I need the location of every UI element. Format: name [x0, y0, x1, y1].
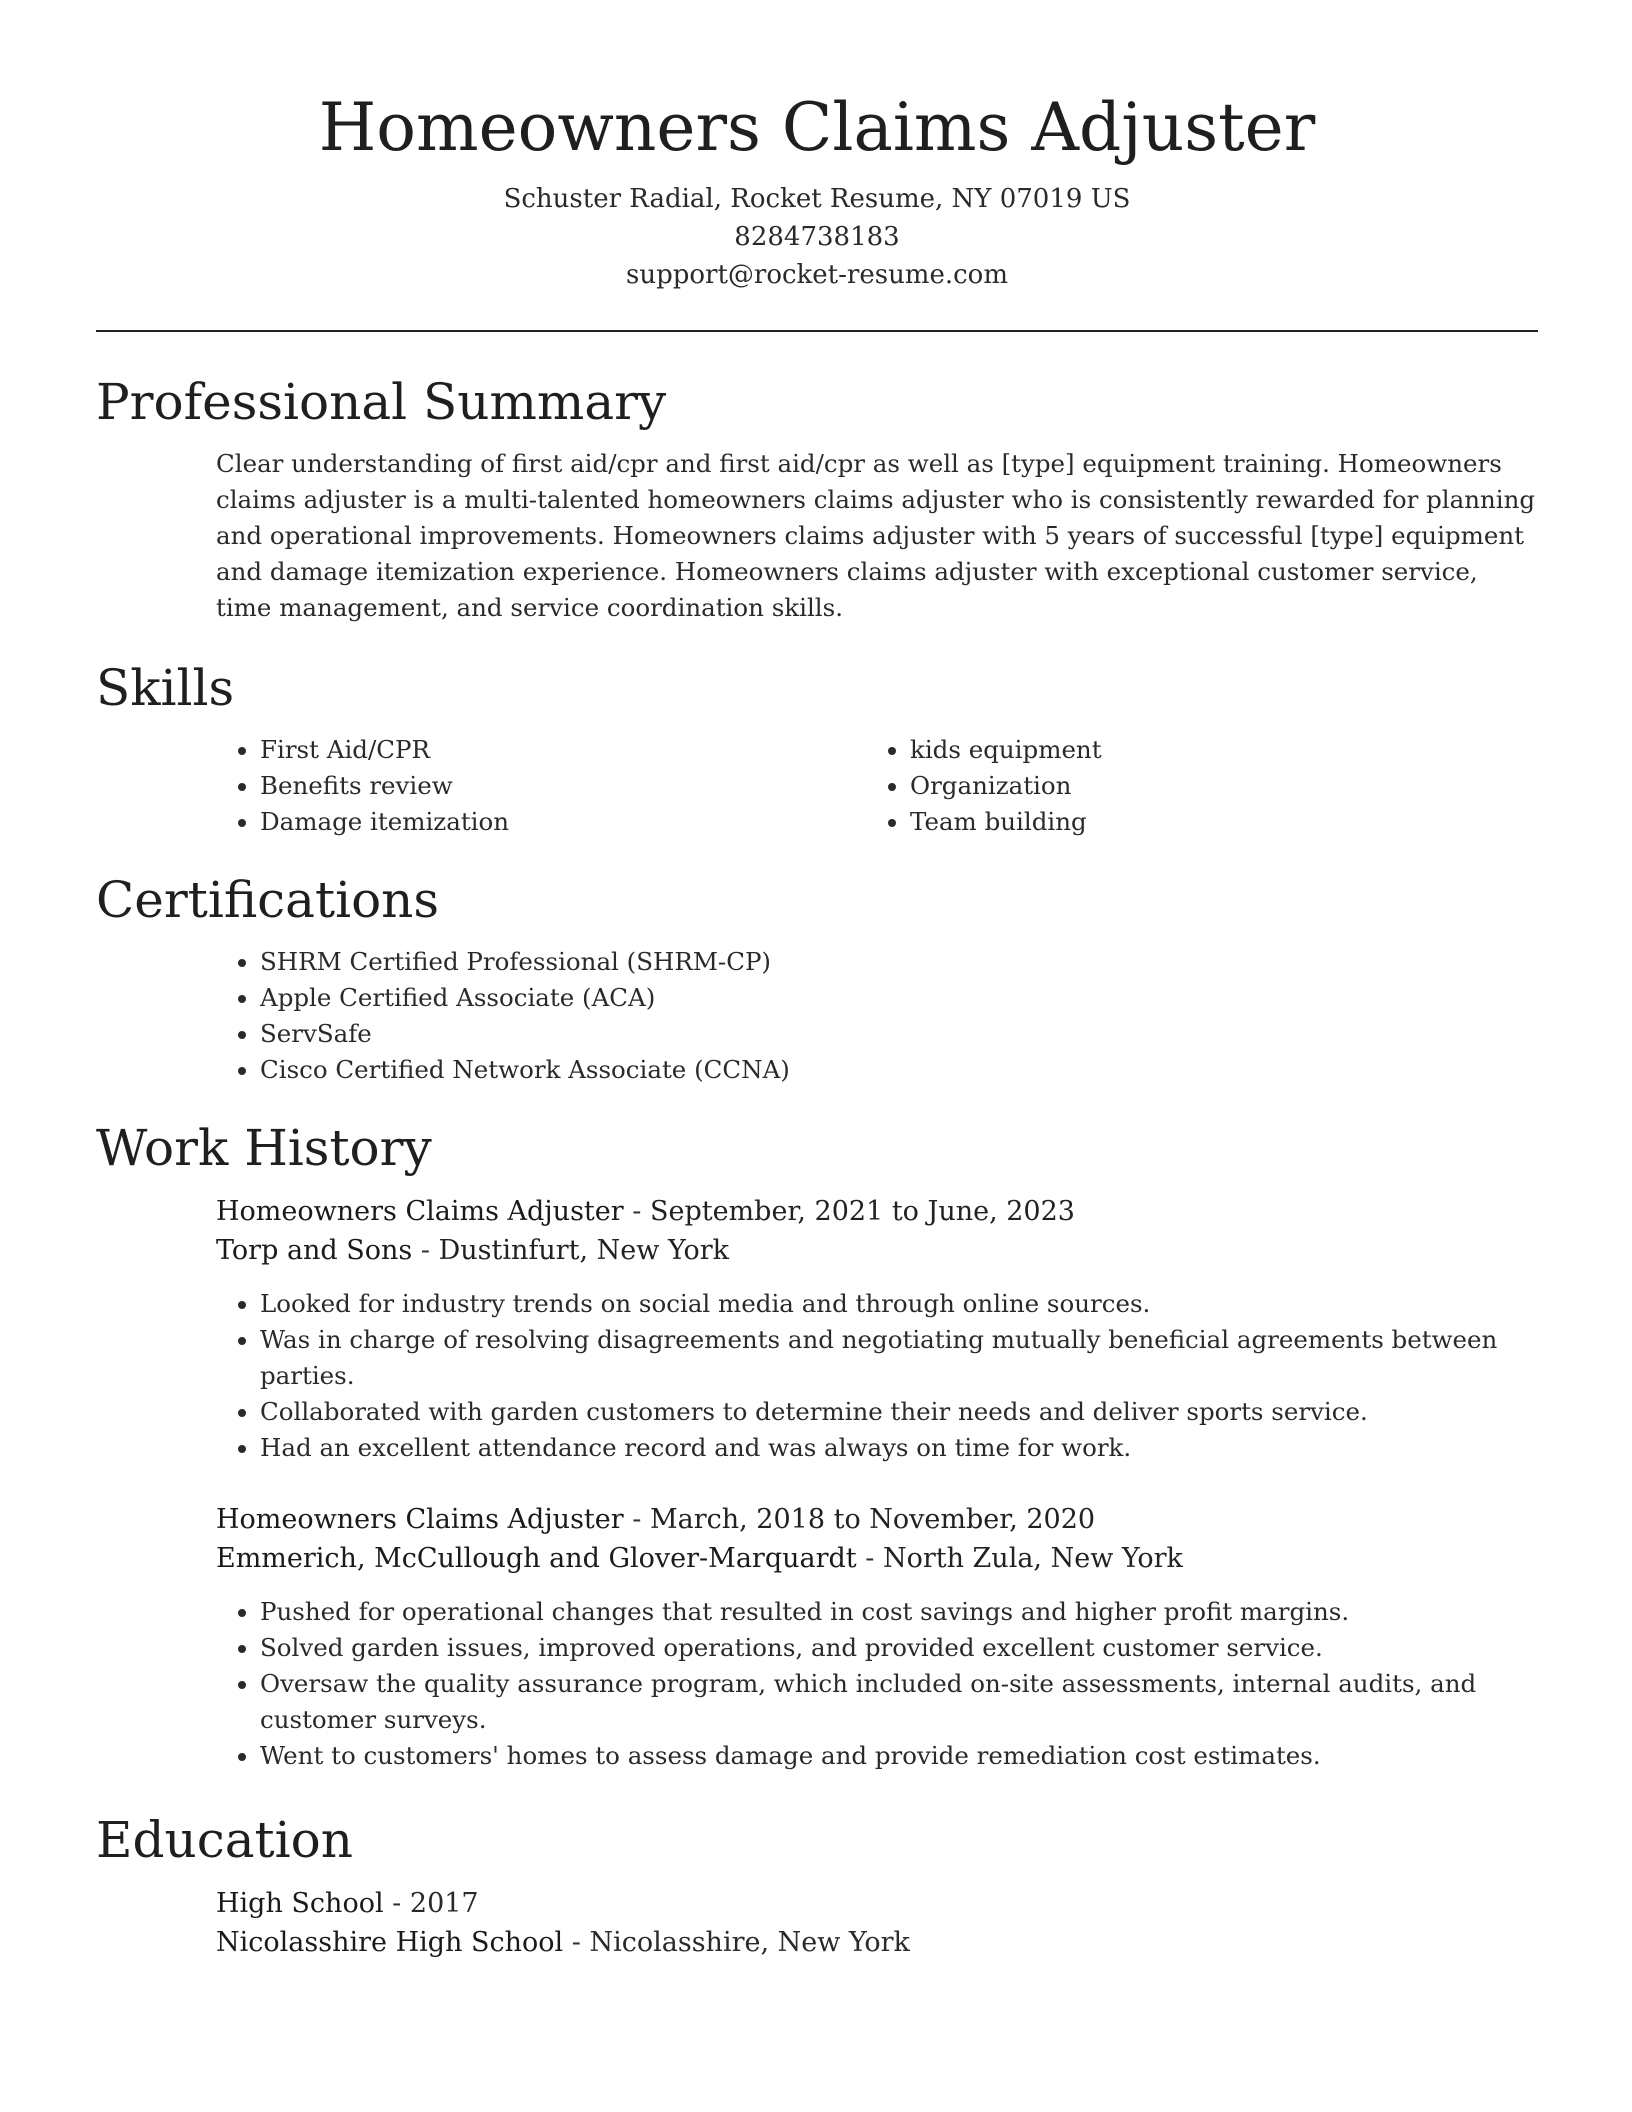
skill-item: • kids equipment — [910, 732, 1516, 768]
skill-item: • Organization — [910, 768, 1516, 804]
education-degree-line — [216, 1884, 1538, 1923]
header-divider — [96, 330, 1538, 332]
certification-item: • Apple Certified Associate (ACA) — [260, 980, 1538, 1016]
summary-heading: Professional Summary — [96, 373, 667, 431]
skill-item: • First Aid/CPR — [260, 732, 866, 768]
job-duty: • Went to customers' homes to assess damage and provide remediation cost estimates. — [260, 1738, 1538, 1774]
job-duty: • Oversaw the quality assurance program, which included on-site assessments, internal audits, and customer surveys. — [260, 1666, 1538, 1738]
education-entry — [216, 1884, 1538, 1962]
education-degree: High School — [216, 1888, 384, 1919]
skills-heading: Skills — [96, 659, 235, 717]
job-company-line — [216, 1231, 1538, 1270]
job-position: Homeowners Claims Adjuster — [216, 1196, 624, 1227]
education-heading: Education — [96, 1811, 353, 1869]
job-duty: • Was in charge of resolving disagreements and negotiating mutually beneficial agreements between parties. — [260, 1322, 1538, 1394]
job-duty: • Solved garden issues, improved operations, and provided excellent customer service. — [260, 1630, 1538, 1666]
skills-list — [216, 732, 1538, 840]
education-school-line — [216, 1923, 1538, 1962]
skills-column-right — [866, 732, 1516, 840]
education-school: Nicolasshire High School — [216, 1927, 564, 1958]
job-location: North Zula, New York — [882, 1543, 1183, 1574]
skill-item: • Damage itemization — [260, 804, 866, 840]
job-duty: • Had an excellent attendance record and was always on time for work. — [260, 1430, 1538, 1466]
job-company: Torp and Sons — [216, 1235, 413, 1266]
separator: - — [563, 1927, 590, 1958]
job-location: Dustinfurt, New York — [438, 1235, 729, 1266]
work-history-heading: Work History — [96, 1119, 432, 1177]
job-position: Homeowners Claims Adjuster — [216, 1504, 624, 1535]
education-year: 2017 — [409, 1888, 479, 1919]
job-duty: • Pushed for operational changes that resulted in cost savings and higher profit margins. — [260, 1594, 1538, 1630]
job-company: Emmerich, McCullough and Glover-Marquardt — [216, 1543, 857, 1574]
certification-item: • Cisco Certified Network Associate (CCNA) — [260, 1052, 1538, 1088]
separator: - — [623, 1196, 650, 1227]
job-duty: • Collaborated with garden customers to determine their needs and deliver sports service. — [260, 1394, 1538, 1430]
certifications-list — [216, 944, 1538, 1088]
job-duty: • Looked for industry trends on social media and through online sources. — [260, 1286, 1538, 1322]
job-title-line — [216, 1192, 1538, 1231]
separator: - — [412, 1235, 439, 1266]
job-company-line — [216, 1539, 1538, 1578]
separator: - — [856, 1543, 883, 1574]
skills-column-left — [216, 732, 866, 840]
summary-text: Clear understanding of first aid/cpr and first aid/cpr as well as [type] equipment training. Homeowners claims adjuster is a multi-talented homeowners claims adjuster who is consistently rewarded for planning and operational improvements. Homeowners claims adjuster with 5 years of successful [type] equipment and damage itemization experience. Homeowners claims adjuster with exceptional customer service, time management, and service coordination skills. — [216, 449, 1536, 622]
job-title-line — [216, 1500, 1538, 1539]
resume-header — [96, 0, 1538, 294]
separator: - — [383, 1888, 410, 1919]
certifications-heading: Certifications — [96, 871, 440, 929]
skill-item: • Team building — [910, 804, 1516, 840]
education-location: Nicolasshire, New York — [589, 1927, 910, 1958]
skill-item: • Benefits review — [260, 768, 866, 804]
candidate-name: Homeowners Claims Adjuster — [318, 89, 1316, 166]
contact-email: support@rocket-resume.com — [625, 260, 1008, 290]
contact-phone: 8284738183 — [734, 222, 900, 252]
job-entry — [216, 1500, 1538, 1774]
job-dates: September, 2021 to June, 2023 — [649, 1196, 1075, 1227]
separator: - — [623, 1504, 650, 1535]
job-entry — [216, 1192, 1538, 1466]
certification-item: • ServSafe — [260, 1016, 1538, 1052]
resume-page — [96, 0, 1538, 1962]
contact-address: Schuster Radial, Rocket Resume, NY 07019 US — [503, 184, 1131, 214]
certification-item: • SHRM Certified Professional (SHRM-CP) — [260, 944, 1538, 980]
job-dates: March, 2018 to November, 2020 — [649, 1504, 1096, 1535]
